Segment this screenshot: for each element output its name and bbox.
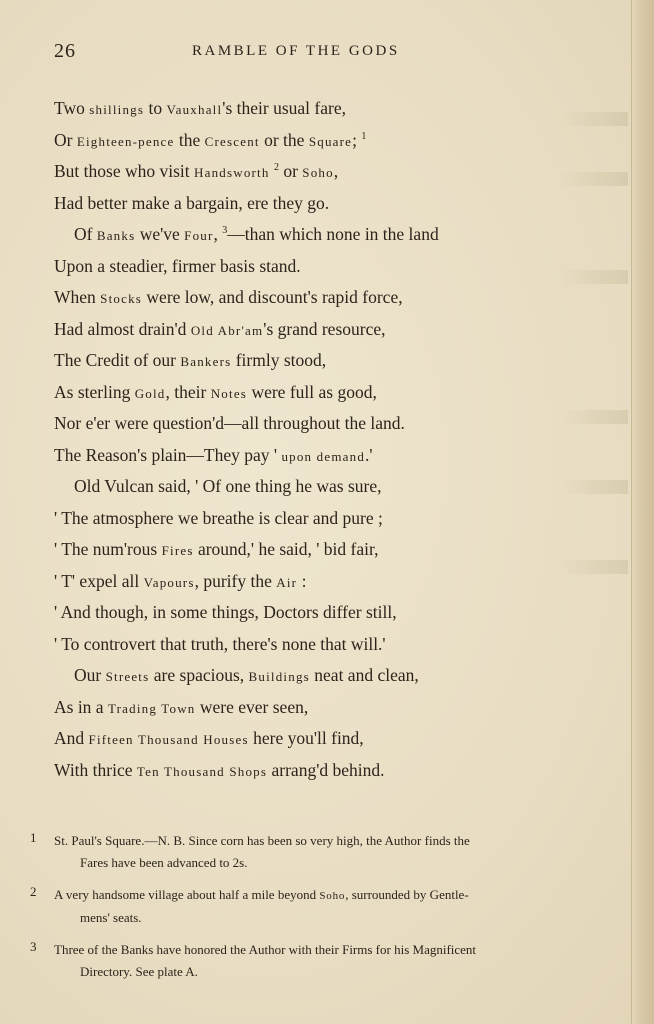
small-caps-text: Handsworth	[194, 165, 270, 180]
footnote-reference: 2	[273, 162, 279, 174]
poem-line	[54, 476, 574, 508]
line-text: ' T' expel all	[54, 570, 144, 591]
poem-line	[54, 697, 574, 729]
poem-body	[54, 98, 574, 791]
poem-line	[54, 413, 574, 445]
line-text: ,	[213, 224, 223, 244]
line-text: or the	[259, 129, 309, 150]
line-text: were low, and discount's rapid force,	[142, 287, 403, 307]
small-caps-text: Vapours	[143, 574, 195, 590]
small-caps-text: Gold	[134, 385, 166, 401]
footnote-small-caps: Soho	[319, 890, 346, 902]
line-text: .'	[365, 444, 373, 465]
poem-line	[54, 256, 574, 288]
poem-line	[54, 445, 574, 477]
footnote-2	[30, 884, 600, 929]
line-text: were ever seen,	[195, 696, 309, 717]
footnote-marker: 1	[30, 830, 37, 845]
line-text: , purify the	[194, 570, 277, 591]
poem-line	[54, 508, 574, 540]
poem-line	[54, 350, 574, 382]
line-text: Old Vulcan said, ' Of one thing he was sure,	[74, 476, 382, 496]
line-text: But those who visit	[54, 161, 195, 181]
running-title: RAMBLE OF THE GODS	[192, 43, 400, 59]
line-text: As in a	[54, 696, 108, 717]
small-caps-text: Banks	[96, 228, 136, 243]
footnote-text: Fares have been advanced to 2s.	[80, 855, 248, 870]
line-text: Or	[54, 129, 77, 150]
footnotes	[30, 830, 600, 993]
line-text: ;	[352, 129, 362, 150]
line-text: ,	[333, 161, 339, 181]
poem-line	[54, 728, 574, 760]
line-text: the	[174, 129, 205, 150]
poem-line	[54, 602, 574, 634]
footnote-text: , surrounded by Gentle-	[345, 887, 469, 902]
line-text: Had better make a bargain, ere they go.	[54, 192, 330, 213]
small-caps-text: Soho	[302, 165, 334, 180]
line-text: ' The num'rous	[54, 539, 162, 559]
footnote-reference: 3	[222, 225, 228, 237]
line-text: Nor e'er were question'd—all throughout the land.	[54, 413, 405, 433]
footnote-text: A very handsome village about half a mile beyond	[54, 887, 320, 902]
footnote-text: Three of the Banks have honored the Author with their Firms for his Magnificent	[54, 942, 477, 957]
small-caps-text: Air	[276, 574, 298, 590]
poem-line	[54, 634, 574, 666]
line-text: As sterling	[54, 381, 135, 402]
small-caps-text: Bankers	[180, 354, 232, 369]
line-text: or	[278, 161, 303, 181]
line-text: The Credit of our	[54, 350, 181, 370]
line-text: firmly stood,	[231, 350, 327, 370]
line-text: , their	[165, 381, 211, 402]
poem-line	[54, 98, 574, 130]
poem-line	[54, 287, 574, 319]
footnote-reference: 1	[361, 130, 367, 142]
line-text: With thrice	[54, 759, 137, 780]
line-text: are spacious,	[149, 665, 249, 685]
small-caps-text: Fires	[161, 543, 194, 558]
poem-line	[54, 760, 574, 792]
page-number: 26	[54, 40, 76, 62]
page-edge	[631, 0, 654, 1024]
footnote-text: Directory. See plate A.	[80, 964, 198, 979]
line-text: 's grand resource,	[263, 318, 386, 339]
small-caps-text: Trading Town	[107, 700, 196, 716]
small-caps-text: Eighteen-pence	[76, 133, 175, 149]
footnote-text: St. Paul's Square.—N. B. Since corn has been so very high, the Author finds the	[54, 833, 470, 848]
small-caps-text: shillings	[89, 102, 145, 117]
line-text: And	[54, 728, 89, 748]
line-text: Upon a steadier, firmer basis stand.	[54, 255, 301, 276]
poem-line	[54, 665, 574, 697]
footnote-1	[30, 830, 600, 874]
poem-line	[54, 319, 574, 351]
small-caps-text: Ten Thousand Shops	[136, 763, 268, 779]
small-caps-text: Stocks	[100, 291, 143, 306]
poem-line	[54, 571, 574, 603]
small-caps-text: Four	[184, 228, 214, 243]
small-caps-text: Vauxhall	[166, 102, 223, 117]
line-text: Of	[74, 224, 97, 244]
line-text: Had almost drain'd	[54, 318, 191, 339]
footnote-text: mens' seats.	[80, 910, 142, 925]
line-text: here you'll find,	[248, 728, 364, 748]
poem-line	[54, 539, 574, 571]
footnote-marker: 3	[30, 939, 37, 954]
poem-line	[54, 130, 574, 162]
line-text: to	[144, 98, 167, 118]
small-caps-text: Streets	[105, 669, 150, 684]
small-caps-text: upon demand	[281, 448, 366, 464]
line-text: Two	[54, 98, 90, 118]
small-caps-text: Crescent	[204, 133, 260, 149]
poem-line	[54, 382, 574, 414]
line-text: neat and clean,	[309, 665, 419, 685]
line-text: around,' he said, ' bid fair,	[193, 539, 379, 559]
footnote-marker: 2	[30, 884, 37, 899]
line-text: ' And though, in some things, Doctors differ still,	[54, 602, 397, 622]
small-caps-text: Notes	[210, 385, 248, 401]
page-header	[54, 40, 544, 68]
small-caps-text: Fifteen Thousand Houses	[88, 732, 249, 747]
small-caps-text: Square	[308, 133, 353, 149]
small-caps-text: Old Abr'am	[190, 322, 264, 338]
line-text: :	[297, 570, 307, 591]
line-text: The Reason's plain—They pay '	[54, 444, 282, 465]
line-text: Our	[74, 665, 106, 685]
line-text: we've	[135, 224, 185, 244]
poem-line	[54, 193, 574, 225]
line-text: arrang'd behind.	[267, 759, 385, 780]
line-text: were full as good,	[247, 381, 377, 402]
line-text: —than which none in the land	[227, 224, 439, 244]
footnote-3	[30, 939, 600, 983]
small-caps-text: Buildings	[248, 669, 310, 684]
line-text: When	[54, 287, 101, 307]
line-text: ' To controvert that truth, there's none that will.'	[54, 633, 386, 654]
poem-line	[54, 161, 574, 193]
line-text: 's their usual fare,	[222, 98, 346, 118]
poem-line	[54, 224, 574, 256]
line-text: ' The atmosphere we breathe is clear and pure ;	[54, 507, 383, 528]
